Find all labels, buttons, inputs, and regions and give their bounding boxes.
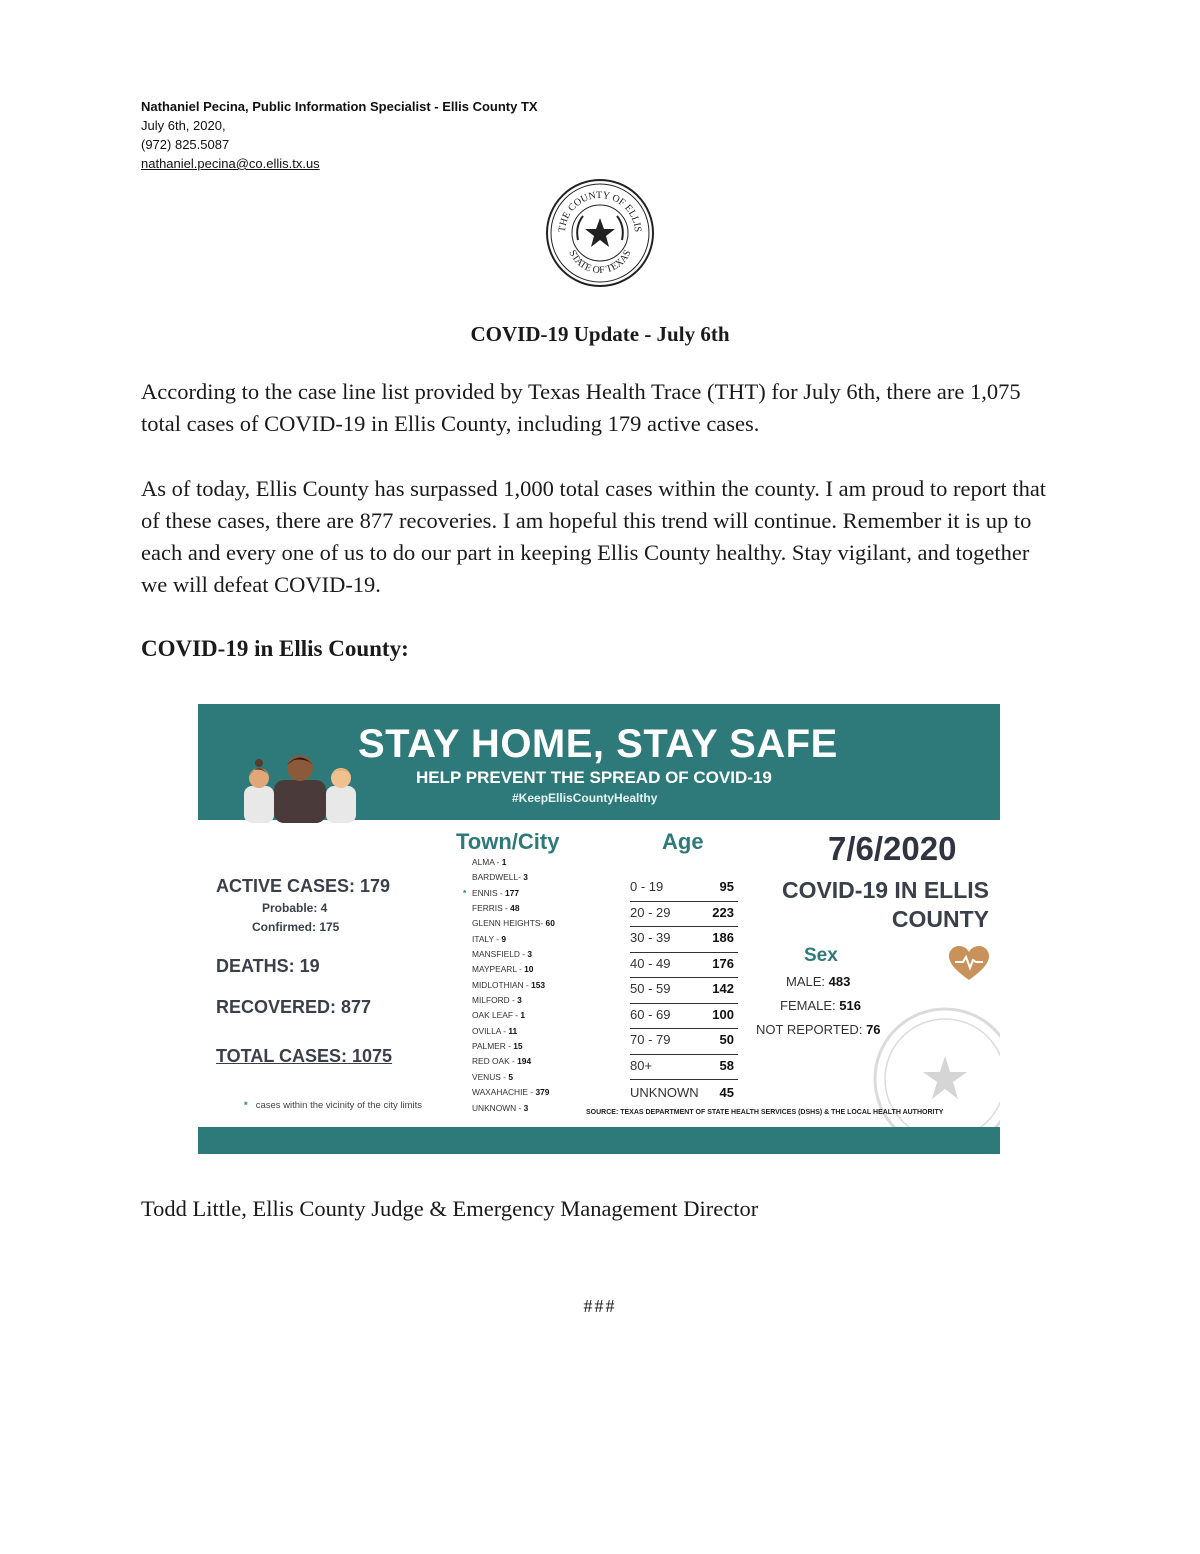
age-row: 20 - 29 223 (630, 902, 738, 928)
town-row: OAK LEAF - 1 (472, 1010, 526, 1021)
age-table (630, 876, 738, 1107)
town-row: OVILLA - 11 (472, 1025, 518, 1036)
town-row: MANSFIELD - 3 (472, 949, 533, 960)
town-row: UNKNOWN - 3 (472, 1102, 529, 1113)
probable-cases: Probable: 4 (262, 901, 328, 915)
covid-infographic (198, 704, 1000, 1154)
county-seal (545, 178, 655, 288)
town-row: FERRIS - 48 (472, 903, 520, 914)
age-row: 80+ 58 (630, 1055, 738, 1081)
release-date: July 6th, 2020, (141, 118, 226, 133)
end-mark: ### (583, 1296, 617, 1316)
age-row: 70 - 79 50 (630, 1029, 738, 1055)
age-row: 40 - 49 176 (630, 953, 738, 979)
town-list (463, 855, 622, 1116)
recovered: RECOVERED: 877 (216, 997, 372, 1017)
town-row: WAXAHACHIE - 379 (472, 1087, 550, 1098)
section-heading: COVID-19 in Ellis County: (141, 636, 409, 661)
town-row: VENUS - 5 (472, 1071, 513, 1082)
signature: Todd Little, Ellis County Judge & Emergency Management Director (141, 1196, 759, 1221)
not-reported-count: NOT REPORTED: 76 (756, 1022, 881, 1037)
page-title: COVID-19 Update - July 6th (470, 322, 730, 346)
town-row: BARDWELL- 3 (472, 872, 528, 883)
age-row: 30 - 39 186 (630, 927, 738, 953)
svg-text:STATE OF TEXAS (566, 248, 633, 276)
female-count: FEMALE: 516 (780, 998, 861, 1013)
paragraph-cases: According to the case line list provided by Texas Health Trace (THT) for July 6th, there are 1,075 total cases of COVID-19 in Ellis County, including 179 active cases. (141, 379, 1021, 436)
deaths: DEATHS: 19 (216, 956, 320, 976)
report-date: 7/6/2020 (828, 830, 957, 867)
infographic-banner (198, 704, 1000, 820)
seal-bottom-text: STATE OF TEXAS (566, 248, 634, 277)
author-name: Nathaniel Pecina, Public Information Specialist - Ellis County TX (141, 99, 538, 114)
source-note: SOURCE: TEXAS DEPARTMENT OF STATE HEALTH SERVICES (DSHS) & THE LOCAL HEALTH AUTHORITY (586, 1109, 944, 1116)
star-icon (585, 218, 615, 247)
heart-icon (949, 946, 989, 982)
age-heading: Age (662, 829, 704, 854)
seal-top-text: THE COUNTY OF ELLIS (556, 189, 644, 233)
people-icon (242, 748, 360, 823)
covid-county-title: COVID-19 IN ELLIS COUNTY (781, 877, 989, 932)
town-row: GLENN HEIGHTS- 60 (472, 918, 555, 929)
contact-block (141, 97, 538, 173)
male-count: MALE: 483 (786, 974, 851, 989)
town-row: ITALY - 9 (472, 933, 506, 944)
town-row: ALMA - 1 (472, 857, 507, 867)
age-row: 60 - 69 100 (630, 1004, 738, 1030)
age-row: UNKNOWN 45 (630, 1085, 734, 1100)
town-row: * ENNIS - 177 (463, 887, 520, 898)
town-row: MIDLOTHIAN - 153 (472, 979, 546, 990)
paragraph-recoveries: As of today, Ellis County has surpassed 1,000 total cases within the county. I am proud to report that of these cases, there are 877 recoveries. I am hopeful this trend will continue. Remember it is up to each and every one of us to do our part in keeping Ellis County healthy. Stay vigilant, and together we will defeat COVID-19. (141, 476, 1047, 597)
confirmed-cases: Confirmed: 175 (252, 920, 340, 934)
total-cases: TOTAL CASES: 1075 (216, 1046, 393, 1066)
town-row: MAYPEARL - 10 (472, 964, 534, 975)
town-heading: Town/City (456, 829, 560, 854)
hashtag: #KeepEllisCountyHealthy (512, 791, 658, 805)
age-row: 0 - 19 95 (630, 876, 738, 902)
banner-title: STAY HOME, STAY SAFE (358, 722, 838, 766)
banner-subtitle: HELP PREVENT THE SPREAD OF COVID-19 (416, 768, 772, 787)
active-cases: ACTIVE CASES: 179 (216, 876, 391, 896)
town-row: PALMER - 15 (472, 1041, 523, 1052)
sex-heading: Sex (804, 945, 838, 966)
email-link[interactable]: nathaniel.pecina@co.ellis.tx.us (141, 156, 320, 171)
age-row: 50 - 59 142 (630, 978, 738, 1004)
town-row: RED OAK - 194 (472, 1056, 532, 1067)
vicinity-note: * cases within the vicinity of the city limits (244, 1100, 423, 1111)
phone-number: (972) 825.5087 (141, 137, 230, 152)
infographic-footer (198, 1127, 1000, 1154)
town-row: MILFORD - 3 (472, 995, 522, 1006)
